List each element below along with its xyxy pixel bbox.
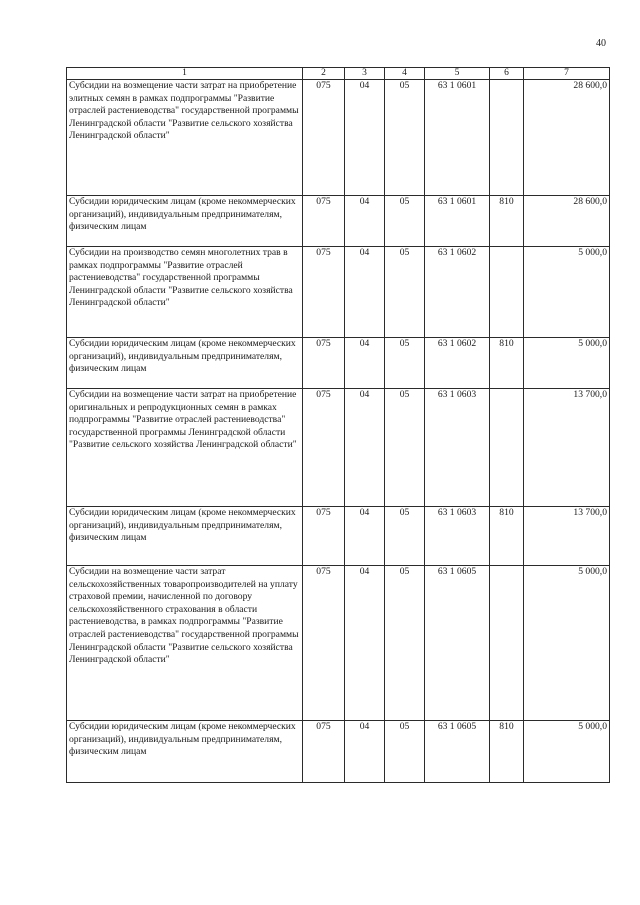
row-col-2: 075 — [303, 196, 345, 247]
table-row — [67, 389, 610, 507]
header-row — [67, 68, 610, 80]
table-row — [67, 247, 610, 338]
row-col-5: 63 1 0603 — [425, 389, 490, 507]
row-col-2: 075 — [303, 507, 345, 566]
table-header — [67, 68, 610, 80]
row-col-5: 63 1 0601 — [425, 196, 490, 247]
header-cell-7: 7 — [524, 68, 610, 80]
budget-table — [66, 67, 610, 783]
row-col-4: 05 — [385, 507, 425, 566]
table-row — [67, 196, 610, 247]
row-col-5: 63 1 0602 — [425, 247, 490, 338]
row-col-6 — [490, 389, 524, 507]
row-description: Субсидии юридическим лицам (кроме некоммерческих организаций), индивидуальным предпринимателям, физическим лицам — [67, 721, 303, 783]
row-col-6: 810 — [490, 507, 524, 566]
table-row — [67, 566, 610, 721]
table-body — [67, 80, 610, 783]
row-col-7: 5 000,0 — [524, 721, 610, 783]
row-col-6 — [490, 247, 524, 338]
row-col-5: 63 1 0605 — [425, 721, 490, 783]
row-col-6 — [490, 80, 524, 196]
header-cell-6: 6 — [490, 68, 524, 80]
table-row — [67, 721, 610, 783]
row-col-7: 28 600,0 — [524, 80, 610, 196]
row-col-6 — [490, 566, 524, 721]
table-row — [67, 338, 610, 389]
row-col-4: 05 — [385, 247, 425, 338]
row-col-4: 05 — [385, 389, 425, 507]
row-description: Субсидии на возмещение части затрат сельскохозяйственных товаропроизводителей на уплату страховой премии, начисленной по договору сельскохозяйственного страхования в области растениеводства, в рамках подпрограммы "Развитие отраслей растениеводства" государственной программы Ленинградской области "Развитие сельского хозяйства Ленинградской области" — [67, 566, 303, 721]
row-col-4: 05 — [385, 338, 425, 389]
row-description: Субсидии на возмещение части затрат на приобретение элитных семян в рамках подпрограммы "Развитие отраслей растениеводства" государственной программы Ленинградской области "Развитие сельского хозяйства Ленинградской области" — [67, 80, 303, 196]
row-col-6: 810 — [490, 721, 524, 783]
page-number: 40 — [596, 38, 606, 49]
row-col-7: 5 000,0 — [524, 247, 610, 338]
row-col-3: 04 — [345, 566, 385, 721]
header-cell-5: 5 — [425, 68, 490, 80]
row-col-2: 075 — [303, 721, 345, 783]
row-col-2: 075 — [303, 566, 345, 721]
row-col-4: 05 — [385, 566, 425, 721]
row-col-5: 63 1 0605 — [425, 566, 490, 721]
row-col-3: 04 — [345, 389, 385, 507]
row-col-7: 28 600,0 — [524, 196, 610, 247]
row-col-3: 04 — [345, 338, 385, 389]
row-description: Субсидии юридическим лицам (кроме некоммерческих организаций), индивидуальным предпринимателям, физическим лицам — [67, 507, 303, 566]
row-col-5: 63 1 0601 — [425, 80, 490, 196]
row-description: Субсидии на производство семян многолетних трав в рамках подпрограммы "Развитие отраслей растениеводства" государственной программы Ленинградской области "Развитие сельского хозяйства Ленинградской области" — [67, 247, 303, 338]
row-col-6: 810 — [490, 338, 524, 389]
row-col-2: 075 — [303, 247, 345, 338]
row-description: Субсидии юридическим лицам (кроме некоммерческих организаций), индивидуальным предпринимателям, физическим лицам — [67, 338, 303, 389]
row-col-5: 63 1 0603 — [425, 507, 490, 566]
row-col-3: 04 — [345, 507, 385, 566]
header-cell-1: 1 — [67, 68, 303, 80]
row-col-2: 075 — [303, 338, 345, 389]
table-row — [67, 80, 610, 196]
row-col-3: 04 — [345, 80, 385, 196]
row-col-3: 04 — [345, 721, 385, 783]
row-col-7: 5 000,0 — [524, 338, 610, 389]
row-col-4: 05 — [385, 721, 425, 783]
row-col-6: 810 — [490, 196, 524, 247]
row-col-5: 63 1 0602 — [425, 338, 490, 389]
header-cell-4: 4 — [385, 68, 425, 80]
row-col-4: 05 — [385, 196, 425, 247]
row-description: Субсидии на возмещение части затрат на приобретение оригинальных и репродукционных семян в рамках подпрограммы "Развитие отраслей растениеводства" государственной программы Ленинградской области "Развитие сельского хозяйства Ленинградской области" — [67, 389, 303, 507]
table-row — [67, 507, 610, 566]
row-col-3: 04 — [345, 247, 385, 338]
row-col-2: 075 — [303, 80, 345, 196]
row-col-7: 13 700,0 — [524, 507, 610, 566]
row-col-2: 075 — [303, 389, 345, 507]
row-description: Субсидии юридическим лицам (кроме некоммерческих организаций), индивидуальным предпринимателям, физическим лицам — [67, 196, 303, 247]
header-cell-3: 3 — [345, 68, 385, 80]
row-col-4: 05 — [385, 80, 425, 196]
row-col-7: 13 700,0 — [524, 389, 610, 507]
row-col-3: 04 — [345, 196, 385, 247]
header-cell-2: 2 — [303, 68, 345, 80]
row-col-7: 5 000,0 — [524, 566, 610, 721]
